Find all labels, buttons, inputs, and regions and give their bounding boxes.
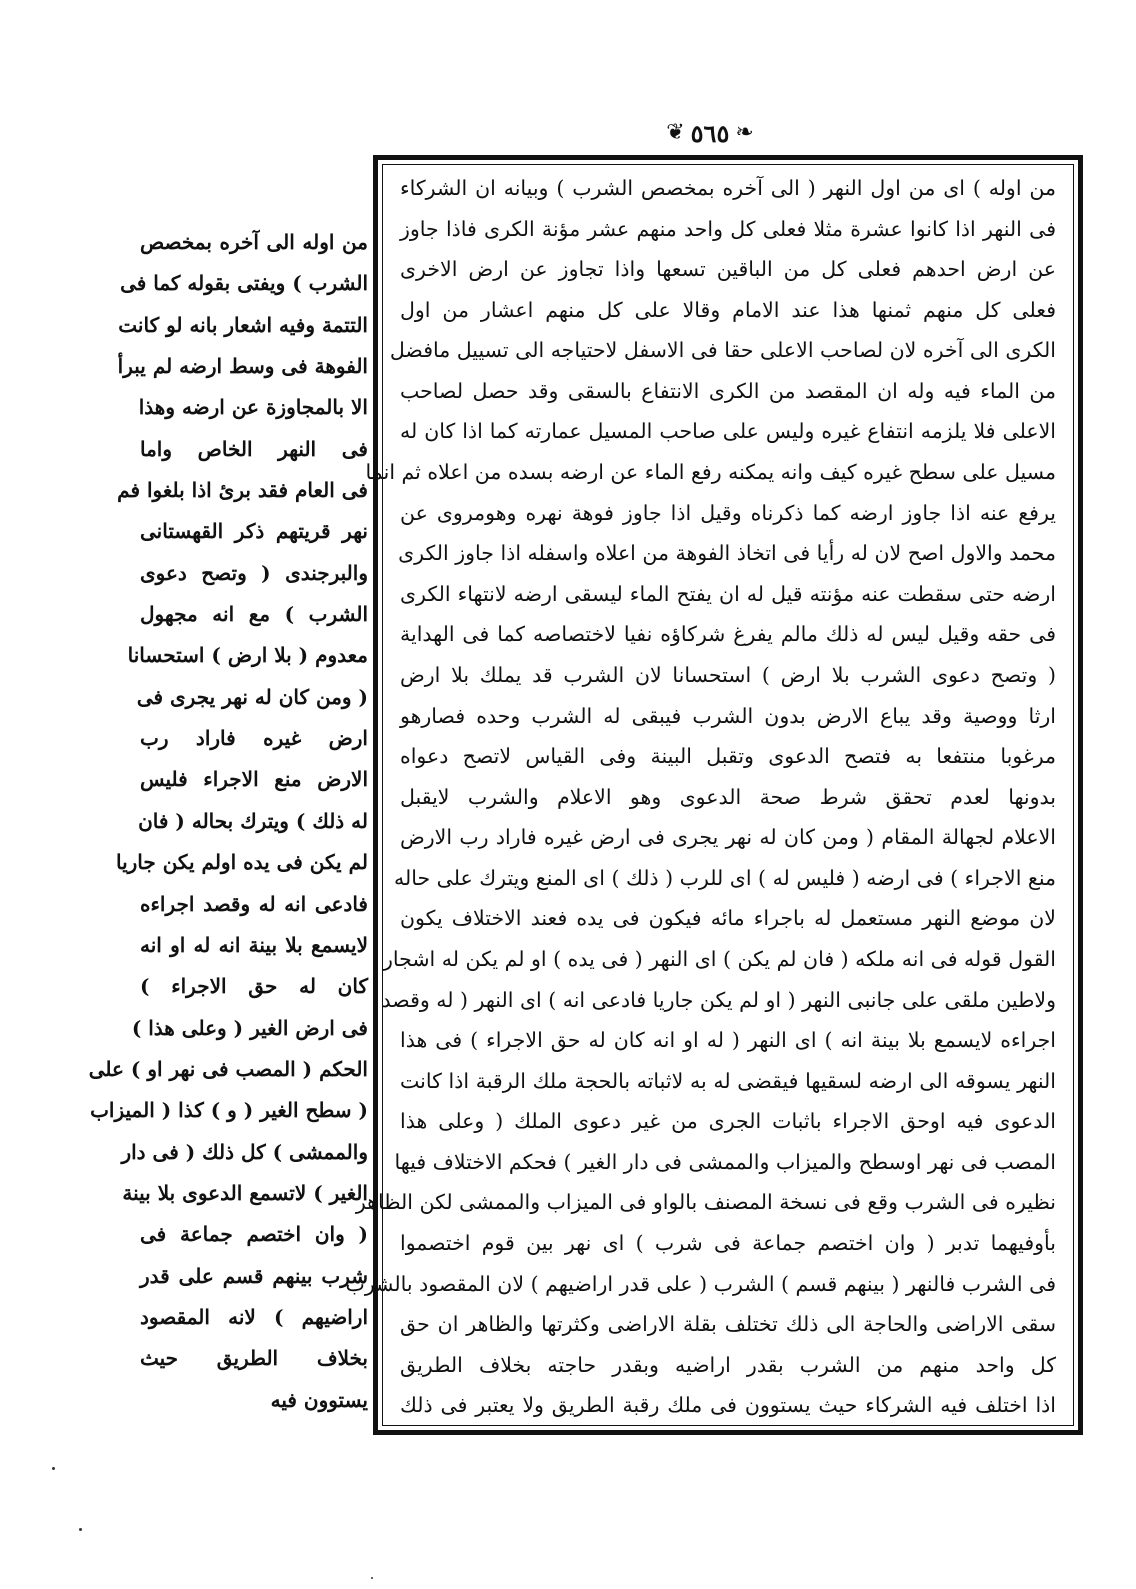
margin-text-line: نهر قريتهم ذكر القهستانى — [140, 519, 368, 544]
margin-text-line: الارض منع الاجراء فليس — [140, 767, 368, 792]
main-text-line: القول قوله فى انه ملكه ( فان لم يكن ) اى النهر ( فى يده ) او لم يكن له اشجار — [382, 946, 1056, 971]
main-text-line: عن ارض احدهم فعلى كل من الباقين تسعها واذا تجاوز عن ارض الاخرى — [400, 257, 1056, 282]
main-text-line: الاعلام لجهالة المقام ( ومن كان له نهر يجرى فى ارض غيره فاراد رب الارض — [400, 825, 1056, 850]
margin-text-line: الغير ) لاتسمع الدعوى بلا بينة — [122, 1180, 368, 1205]
margin-text-line: بخلاف الطريق حيث — [140, 1346, 368, 1371]
main-text-line: بأوفيهما تدبر ( وان اختصم جماعة فى شرب ) اى نهر بين قوم اختصموا — [400, 1231, 1056, 1256]
margin-text-line: الحكم ( المصب فى نهر او ) على — [88, 1056, 368, 1081]
main-text-line: فى النهر اذا كانوا عشرة مثلا فعلى كل واحد منهم عشر مؤنة الكرى فاذا جاوز — [400, 216, 1056, 241]
main-text-line: من الماء فيه وله ان المقصد من الكرى الانتفاع بالسقى وقد حصل لصاحب — [400, 378, 1056, 403]
main-text-line: مسيل على سطح غيره كيف وانه يمكنه رفع الماء عن ارضه بسده من اعلاه ثم انما — [365, 460, 1056, 485]
margin-text-line: معدوم ( بلا ارض ) استحسانا — [127, 643, 368, 668]
main-text-line: ولاطين ملقى على جانبى النهر ( او لم يكن جاريا فادعى انه ) اى النهر ( له وقصد — [381, 987, 1056, 1012]
margin-text-line: والممشى ) كل ذلك ( فى دار — [121, 1139, 368, 1164]
margin-text-line: الشرب ) ويفتى بقوله كما فى — [120, 271, 368, 296]
page-number: ٥٦٥ — [690, 118, 730, 148]
main-text-line: النهر يسوقه الى ارضه لسقيها فيقضى له به لاثباته بالحجة ملك الرقبة اذا كانت — [400, 1068, 1056, 1093]
ornament-right-icon: ❧ — [735, 120, 754, 145]
main-text-line: ( وتصح دعوى الشرب بلا ارض ) استحسانا لان الشرب قد يملك بلا ارض — [400, 662, 1056, 687]
margin-commentary — [88, 230, 368, 1412]
margin-text-line: الشرب ) مع انه مجهول — [140, 602, 368, 627]
margin-text-line: من اوله الى آخره بمخصص — [140, 230, 368, 254]
main-text-frame — [345, 155, 1083, 1435]
margin-text-line: والبرجندى ( وتصح دعوى — [140, 560, 368, 585]
margin-text-line: ( سطح الغير ( و ) كذا ( الميزاب — [90, 1098, 368, 1123]
page-header — [630, 118, 790, 148]
margin-text-line: كان له حق الاجراء ) — [140, 974, 368, 999]
margin-text-line: ( وان اختصم جماعة فى — [140, 1222, 368, 1247]
main-text-line: كل واحد منهم من الشرب بقدر اراضيه وبقدر حاجته بخلاف الطريق — [400, 1352, 1056, 1377]
margin-text-line: لايسمع بلا بينة انه له او انه — [140, 932, 368, 957]
margin-text-line: فى العام فقد برئ اذا بلغوا فم — [117, 478, 368, 503]
main-text-line: مرغوبا منتفعا به فتصح الدعوى وتقبل البينة وفى القياس لاتصح دعواه — [400, 744, 1056, 769]
main-text-line: سقى الاراضى والحاجة الى ذلك تختلف بقلة الاراضى وكثرتها والظاهر ان حق — [400, 1312, 1056, 1337]
margin-text-line: لم يكن فى يده اولم يكن جاريا — [115, 850, 368, 875]
margin-text-line: الفوهة فى وسط ارضه لم يبرأ — [117, 354, 368, 379]
main-text-line: اذا اختلف فيه الشركاء حيث يستوون فى ملك رقبة الطريق ولا يعتبر فى ذلك — [400, 1393, 1056, 1418]
main-text-line: الدعوى فيه اوحق الاجراء باثبات الجرى من غير دعوى الملك ( وعلى هذا — [400, 1109, 1056, 1134]
main-text-line: نظيره فى الشرب وقع فى نسخة المصنف بالواو فى الميزاب والممشى لكن الظاهر — [355, 1190, 1056, 1215]
margin-text-line: التتمة وفيه اشعار بانه لو كانت — [118, 312, 368, 337]
main-text-line: الاعلى فلا يلزمه انتفاع غيره وليس على صاحب المسيل عمارته كما اذا كان له — [400, 419, 1056, 444]
main-text-line: المصب فى نهر اوسطح والميزاب والممشى فى دار الغير ) فحكم الاختلاف فيها — [394, 1149, 1056, 1174]
main-text-line: الكرى الى آخره لان لصاحب الاعلى حقا فى الاسفل لاحتياجه الى تسييل مافضل — [389, 338, 1056, 363]
margin-text-line: فى النهر الخاص واما — [140, 436, 368, 461]
margin-text-line: له ذلك ) ويترك بحاله ( فان — [138, 808, 368, 833]
main-text-line: منع الاجراء ) فى ارضه ( فليس له ) اى للرب ( ذلك ) اى المنع ويترك على حاله — [393, 865, 1056, 890]
main-text-line: يرفع عنه اذا جاوز ارضه كما ذكرناه وقيل اذا جاوز فوهة نهره وهومروى عن — [400, 500, 1056, 525]
margin-text-line: ( ومن كان له نهر يجرى فى — [136, 684, 368, 709]
main-text-line: فعلى كل منهم ثمنها هذا عند الامام وقالا على كل منهم اعشار من اول — [400, 297, 1056, 322]
margin-text-line: ارض غيره فاراد رب — [140, 726, 368, 751]
margin-text-line: شرب بينهم قسم على قدر — [140, 1263, 368, 1288]
main-text-line: لان موضع النهر مستعمل له باجراء مائه فيكون فى يده فعند الاختلاف يكون — [400, 906, 1056, 931]
scan-speck — [371, 1577, 373, 1579]
margin-text-line: فادعى انه له وقصد اجراءه — [140, 891, 368, 916]
main-text-line: اجراءه لايسمع بلا بينة انه ) اى النهر ( له او انه كان له حق الاجراء ) فى هذا — [400, 1028, 1056, 1053]
scan-speck — [52, 1467, 55, 1470]
main-text-line: فى حقه وقيل ليس له ذلك مالم يفرغ شركاؤه نفيا لاختصاصه كما فى الهداية — [400, 622, 1056, 647]
margin-text-line: فى ارض الغير ( وعلى هذا ) — [131, 1015, 368, 1040]
margin-text-line: اراضيهم ) لانه المقصود — [140, 1304, 368, 1329]
main-text-line: ارضه حتى سقطت عنه مؤنته قيل له ان يفتح الماء ليسقى ارضه لانتهاء الكرى — [400, 581, 1056, 606]
main-text-line: بدونها لعدم تحقق شرط صحة الدعوى وهو الاعلام والشرب لايقبل — [400, 784, 1056, 809]
main-text-line: فى الشرب فالنهر ( بينهم قسم ) الشرب ( على قدر اراضيهم ) لان المقصود بالشرب — [345, 1271, 1056, 1296]
main-text-line: من اوله ) اى من اول النهر ( الى آخره بمخصص الشرب ) وبيانه ان الشركاء — [400, 176, 1056, 200]
main-text-line: ارثا ووصية وقد يباع الارض بدون الشرب فيبقى له الشرب وحده فصارهو — [400, 703, 1056, 728]
ornament-left-icon: ❦ — [666, 120, 685, 145]
scan-speck — [79, 1528, 82, 1531]
margin-text-line: يستوون فيه — [270, 1387, 368, 1412]
margin-text-line: الا بالمجاوزة عن ارضه وهذا — [138, 395, 368, 420]
main-text-line: محمد والاول اصح لان له رأيا فى اتخاذ الفوهة من اعلاه واسفله اذا جاوز الكرى — [398, 541, 1056, 566]
